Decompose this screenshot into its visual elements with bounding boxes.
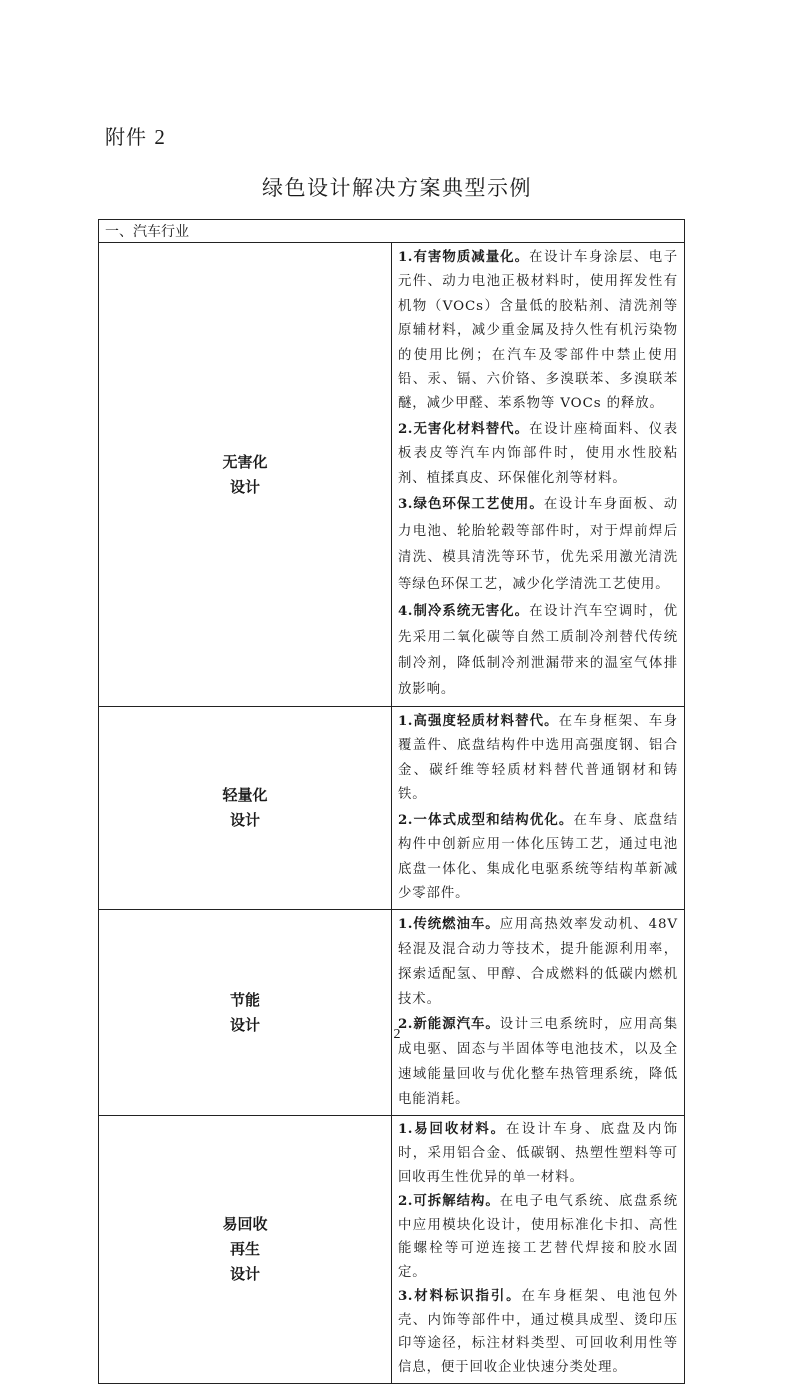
list-item [398, 912, 678, 1012]
category-label: 设计 [229, 1265, 260, 1284]
table-row [99, 910, 685, 1116]
item-heading: 1.高强度轻质材料替代。 [398, 713, 559, 730]
category-cell [99, 910, 392, 1116]
section-header-row [99, 220, 685, 243]
attachment-label-text: 附件 [105, 125, 147, 149]
item-heading: 1.传统燃油车。 [398, 916, 500, 933]
item-text: 在设计车身、底盘及内饰时，采用铝合金、低碳钢、热塑性塑料等可回收再生性优异的单一材料。 [398, 1122, 678, 1185]
category-label: 轻量化 [222, 786, 268, 805]
item-heading: 1.易回收材料。 [398, 1121, 506, 1138]
category-label: 易回收 [222, 1215, 268, 1234]
category-label: 设计 [229, 477, 260, 496]
item-text: 在车身框架、电池包外壳、内饰等部件中，通过模具成型、烫印压印等途径，标注材料类型、可回收利用性等信息，便于回收企业快速分类处理。 [398, 1288, 678, 1376]
list-item [398, 1190, 678, 1285]
attachment-number: 2 [154, 125, 166, 149]
category-label: 无害化 [222, 452, 268, 471]
content-cell [392, 243, 685, 707]
category-cell [99, 243, 392, 707]
item-text: 在电子电气系统、底盘系统中应用模块化设计，使用标准化卡扣、高性能螺栓等可逆连接工艺替代焊接和胶水固定。 [398, 1193, 678, 1281]
attachment-label [105, 121, 166, 150]
item-text: 在车身、底盘结构件中创新应用一体化压铸工艺，通过电池底盘一体化、集成化电驱系统等结构革新减少零部件。 [398, 812, 678, 901]
list-item [398, 598, 678, 703]
list-item [398, 491, 678, 598]
list-item [398, 417, 678, 491]
item-heading: 4.制冷系统无害化。 [398, 603, 530, 620]
category-label: 再生 [229, 1240, 260, 1259]
item-text: 应用高热效率发动机、48V 轻混及混合动力等技术，提升能源利用率，探索适配氢、甲醇、合成燃料的低碳内燃机技术。 [398, 917, 678, 1008]
item-heading: 3.材料标识指引。 [398, 1287, 522, 1304]
list-item [398, 1118, 678, 1189]
category-cell [99, 1116, 392, 1384]
table-row [99, 1116, 685, 1384]
item-text: 设计三电系统时，应用高集成电驱、固态与半固体等电池技术，以及全速域能量回收与优化整车热管理系统，降低电能消耗。 [398, 1017, 678, 1108]
item-heading: 2.可拆解结构。 [398, 1192, 500, 1209]
category-cell [99, 707, 392, 910]
page-number: 2 [393, 1027, 401, 1042]
list-item [398, 808, 678, 907]
category-label: 节能 [229, 990, 260, 1009]
category-label: 设计 [229, 811, 260, 830]
item-heading: 3.绿色环保工艺使用。 [398, 496, 544, 513]
table-row [99, 243, 685, 707]
content-cell [392, 910, 685, 1116]
list-item [398, 245, 678, 417]
item-heading: 2.新能源汽车。 [398, 1016, 500, 1033]
table-row [99, 707, 685, 910]
item-heading: 2.一体式成型和结构优化。 [398, 811, 574, 828]
document-title: 绿色设计解决方案典型示例 [262, 176, 532, 200]
list-item [398, 709, 678, 808]
solutions-table [98, 219, 685, 1384]
item-text: 在车身框架、车身覆盖件、底盘结构件中选用高强度钢、铝合金、碳纤维等轻质材料替代普通钢材和铸铁。 [398, 714, 678, 803]
content-cell [392, 1116, 685, 1384]
item-heading: 1.有害物质减量化。 [398, 249, 530, 265]
category-label: 设计 [229, 1015, 260, 1034]
item-text: 在设计座椅面料、仪表板表皮等汽车内饰部件时，使用水性胶粘剂、植揉真皮、环保催化剂等材料。 [398, 421, 679, 486]
item-text: 在设计车身涂层、电子元件、动力电池正极材料时，使用挥发性有机物（VOCs）含量低的胶粘剂、清洗剂等原辅材料，减少重金属及持久性有机污染物的使用比例；在汽车及零部件中禁止使用铅、汞、镉、六价铬、多溴联苯、多溴联苯醚，减少甲醛、苯系物等 VOCs 的释放。 [398, 250, 679, 412]
section-header: 一、汽车行业 [99, 220, 685, 243]
item-heading: 2.无害化材料替代。 [398, 420, 530, 437]
item-text: 在设计汽车空调时，优先采用二氧化碳等自然工质制冷剂替代传统制冷剂，降低制冷剂泄漏带来的温室气体排放影响。 [398, 604, 679, 698]
content-cell [392, 707, 685, 910]
list-item [398, 1285, 678, 1380]
item-text: 在设计车身面板、动力电池、轮胎轮毂等部件时，对于焊前焊后清洗、模具清洗等环节，优先采用激光清洗等绿色环保工艺，减少化学清洗工艺使用。 [398, 497, 678, 592]
